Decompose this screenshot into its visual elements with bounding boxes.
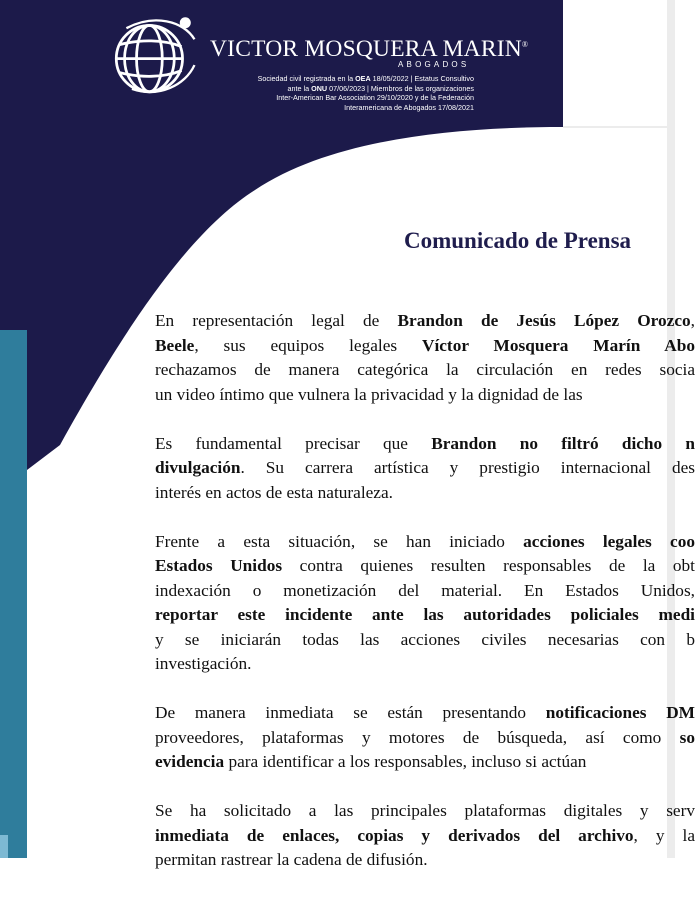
text-line (155, 628, 695, 653)
bold-run: inmediata de enlaces, copias y derivados del archivo (155, 825, 634, 845)
bold-run: Víctor Mosquera Marín Abo (421, 335, 695, 355)
text-run: En representación legal de (155, 311, 398, 330)
bold-run: divulgación (155, 458, 241, 477)
registration-line (258, 74, 474, 84)
bold-run: Brandon de Jesús López Orozco (397, 311, 691, 330)
text-run: y se iniciarán todas las acciones civiles necesarias con b (155, 629, 695, 649)
bold-run: so (679, 727, 695, 747)
firm-subtitle: ABOGADOS (398, 60, 470, 69)
text-run: Frente a esta situación, se han iniciado (155, 531, 524, 551)
text-line (155, 481, 695, 506)
text-line (155, 701, 695, 726)
text-run: proveedores, plataformas y motores de búsqueda, así como (155, 727, 680, 747)
text-run: un video íntimo que vulnera la privacidad y la dignidad de las (155, 384, 583, 404)
registered-trademark: ® (521, 40, 529, 50)
text-run: indexación o monetización del material. En Estados Unidos, (155, 580, 695, 600)
bold-run: Estados Unidos (155, 556, 283, 575)
text-line (155, 309, 695, 334)
registration-line (258, 84, 474, 94)
paragraph (155, 530, 695, 677)
paragraph (155, 309, 695, 407)
text-line (155, 334, 695, 359)
bold-run: acciones legales coo (523, 531, 695, 551)
firm-registration-details (258, 74, 474, 112)
paragraph (155, 432, 695, 506)
text-run: Se ha solicitado a las principales plataformas digitales y serv (155, 801, 695, 820)
bold-run: ONU (311, 83, 328, 93)
text-run: interés en actos de esta naturaleza. (155, 482, 393, 502)
text-line (155, 432, 695, 457)
registration-line (258, 103, 474, 113)
bold-run: notificaciones DM (545, 703, 695, 722)
globe-logo-icon (108, 8, 200, 100)
text-line (155, 848, 695, 873)
registration-line (258, 93, 474, 103)
text-run: . Su carrera artística y prestigio internacional des (240, 458, 695, 477)
document-title: Comunicado de Prensa (404, 228, 632, 253)
text-run: 07/06/2023 | Miembros de las organizaciones (327, 83, 474, 93)
text-line (155, 530, 695, 555)
text-run: Interamericana de Abogados 17/08/2021 (344, 102, 474, 112)
text-run: , sus equipos legales (194, 335, 422, 355)
text-line (155, 652, 695, 677)
text-run: , y la (633, 825, 695, 845)
text-run: ante la (287, 83, 312, 93)
text-line (155, 824, 695, 849)
text-line (155, 799, 695, 824)
text-line (155, 554, 695, 579)
left-accent-stripe (0, 330, 27, 858)
press-release-body (155, 309, 695, 897)
text-run: permitan rastrear la cadena de difusión. (155, 850, 428, 869)
text-line (155, 383, 695, 408)
text-line (155, 726, 695, 751)
text-run: para identificar a los responsables, incluso si actúan (224, 752, 587, 771)
paragraph (155, 701, 695, 775)
text-run: 18/05/2022 | Estatus Consultivo (370, 74, 474, 83)
firm-name-text: VICTOR MOSQUERA MARIN (210, 36, 522, 62)
text-run: , (690, 311, 695, 330)
text-line (155, 750, 695, 775)
text-line (155, 456, 695, 481)
text-line (155, 579, 695, 604)
text-run: De manera inmediata se están presentando (155, 703, 546, 722)
bold-run: evidencia (155, 752, 225, 771)
text-run: Inter-American Bar Association 29/10/2020 y de la Federación (276, 93, 474, 103)
text-run: rechazamos de manera categórica la circulación en redes socia (155, 360, 695, 379)
paragraph (155, 799, 695, 873)
text-run: Sociedad civil registrada en la (257, 74, 356, 83)
bold-run: Beele (155, 335, 195, 355)
bottom-left-chip (0, 835, 8, 858)
text-run: Es fundamental precisar que (155, 433, 432, 453)
bold-run: reportar este incidente ante las autoridades policiales medi (155, 605, 695, 624)
text-line (155, 358, 695, 383)
firm-name (210, 36, 528, 63)
text-run: contra quienes resulten responsables de la obt (282, 556, 695, 575)
text-run: investigación. (155, 654, 252, 673)
text-line (155, 603, 695, 628)
bold-run: Brandon no filtró dicho n (431, 433, 695, 453)
bold-run: OEA (355, 74, 371, 83)
